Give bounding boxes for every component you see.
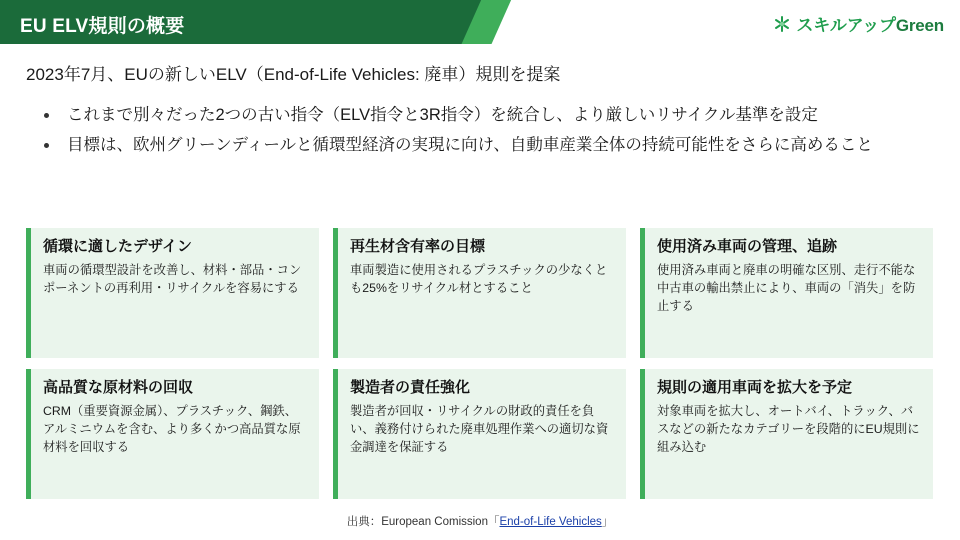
logo-text-main: スキルアップ bbox=[796, 16, 896, 35]
card-recycled-content bbox=[333, 228, 626, 358]
card-vehicle-tracking bbox=[640, 228, 933, 358]
bullet-dot-icon bbox=[44, 113, 49, 118]
card-body: 車両の循環型設計を改善し、材料・部品・コンポーネントの再利用・リサイクルを容易にする bbox=[43, 263, 302, 295]
bullet-text: これまで別々だった2つの古い指令（ELV指令と3R指令）を統合し、より厳しいリサイクル基準を設定 bbox=[67, 106, 818, 124]
source-note bbox=[0, 513, 960, 529]
page-title: EU ELV規則の概要 bbox=[20, 16, 185, 37]
card-body: CRM（重要資源金属）、プラスチック、鋼鉄、アルミニウムを含む、より多くかつ高品質な原材料を回収する bbox=[43, 404, 301, 454]
card-body: 製造者が回収・リサイクルの財政的責任を負い、義務付けられた廃車処理作業への適切な資金調達を保証する bbox=[350, 404, 609, 454]
card-material-recovery bbox=[26, 369, 319, 499]
asterisk-sparkle-icon bbox=[773, 15, 791, 33]
card-body: 車両製造に使用されるプラスチックの少なくとも25%をリサイクル材とすること bbox=[350, 263, 608, 295]
bullet-dot-icon bbox=[44, 143, 49, 148]
source-suffix: 」 bbox=[601, 516, 614, 528]
card-title: 製造者の責任強化 bbox=[350, 379, 471, 396]
bullet-text: 目標は、欧州グリーンディールと循環型経済の実現に向け、自動車産業全体の持続可能性をさらに高めること bbox=[67, 135, 873, 154]
slide-header bbox=[0, 0, 960, 44]
bullet-list bbox=[44, 103, 944, 162]
card-title: 再生材含有率の目標 bbox=[350, 238, 486, 255]
logo-text-accent: Green bbox=[895, 16, 944, 35]
source-prefix: 出典：European Comission「 bbox=[346, 516, 500, 528]
list-item bbox=[44, 103, 944, 129]
source-link[interactable]: End-of-Life Vehicles bbox=[499, 516, 602, 528]
brand-logo bbox=[773, 11, 944, 36]
lead-statement: 2023年7月、EUの新しいELV（End-of-Life Vehicles: 廃車）規則を提案 bbox=[26, 65, 561, 84]
card-title: 使用済み車両の管理、追跡 bbox=[657, 238, 838, 255]
card-title: 規則の適用車両を拡大を予定 bbox=[657, 379, 853, 396]
list-item bbox=[44, 133, 944, 159]
card-title: 循環に適したデザイン bbox=[43, 238, 192, 255]
card-producer-responsibility bbox=[333, 369, 626, 499]
card-scope-expansion bbox=[640, 369, 933, 499]
logo-text bbox=[796, 11, 944, 36]
card-body: 対象車両を拡大し、オートバイ、トラック、バスなどの新たなカテゴリーを段階的にEU規則に組み込む bbox=[657, 404, 920, 454]
card-title: 高品質な原材料の回収 bbox=[43, 379, 194, 396]
card-grid bbox=[26, 228, 934, 499]
card-body: 使用済み車両と廃車の明確な区別、走行不能な中古車の輸出禁止により、車両の「消失」を防止する bbox=[657, 263, 916, 313]
card-design bbox=[26, 228, 319, 358]
